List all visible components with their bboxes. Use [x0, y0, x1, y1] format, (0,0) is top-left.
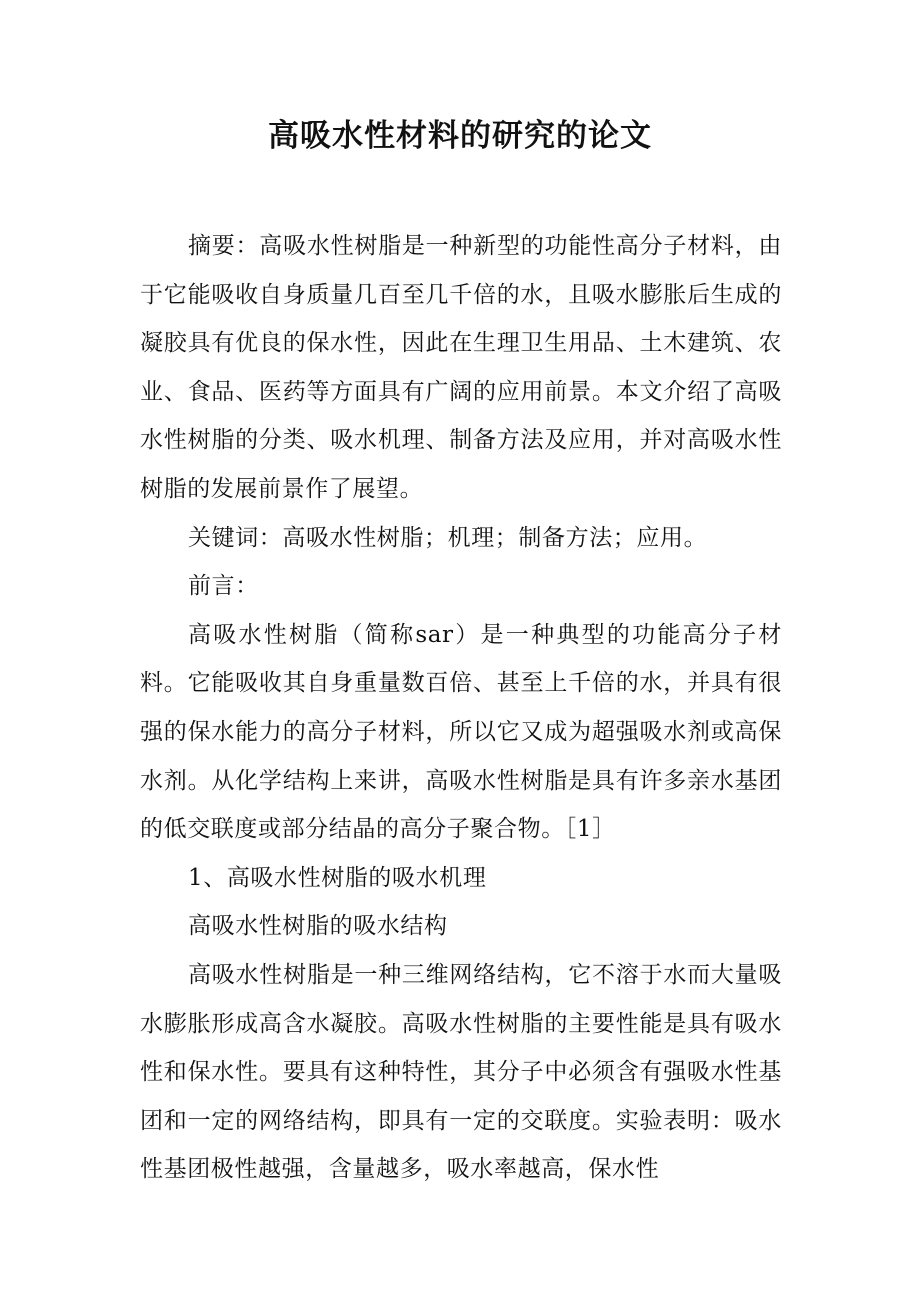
preface-paragraph: 高吸水性树脂（简称sar）是一种典型的功能高分子材料。它能吸收其自身重量数百倍、甚至上千倍的水，并具有很强的保水能力的高分子材料，所以它又成为超强吸水剂或高保水剂。从化学结构上来讲，高吸水性树脂是具有许多亲水基团的低交联度或部分结晶的高分子聚合物。［1］ — [140, 621, 782, 843]
preface-heading: 前言： — [188, 573, 259, 600]
subsection-heading: 高吸水性树脂的吸水结构 — [188, 913, 448, 940]
document-title: 高吸水性材料的研究的论文 — [268, 118, 652, 154]
section-heading: 1、高吸水性树脂的吸水机理 — [188, 864, 487, 891]
document-body — [140, 222, 782, 1194]
abstract-paragraph: 摘要：高吸水性树脂是一种新型的功能性高分子材料，由于它能吸收自身质量几百至几千倍的水，且吸水膨胀后生成的凝胶具有优良的保水性，因此在生理卫生用品、土木建筑、农业、食品、医药等方面具有广阔的应用前景。本文介绍了高吸水性树脂的分类、吸水机理、制备方法及应用，并对高吸水性树脂的发展前景作了展望。 — [140, 233, 782, 502]
body-paragraph: 高吸水性树脂是一种三维网络结构，它不溶于水而大量吸水膨胀形成高含水凝胶。高吸水性树脂的主要性能是具有吸水性和保水性。要具有这种特性，其分子中必须含有强吸水性基团和一定的网络结构，即具有一定的交联度。实验表明：吸水性基团极性越强，含量越多，吸水率越高，保水性 — [140, 961, 782, 1183]
keywords-paragraph: 关键词：高吸水性树脂；机理；制备方法；应用。 — [188, 524, 708, 551]
